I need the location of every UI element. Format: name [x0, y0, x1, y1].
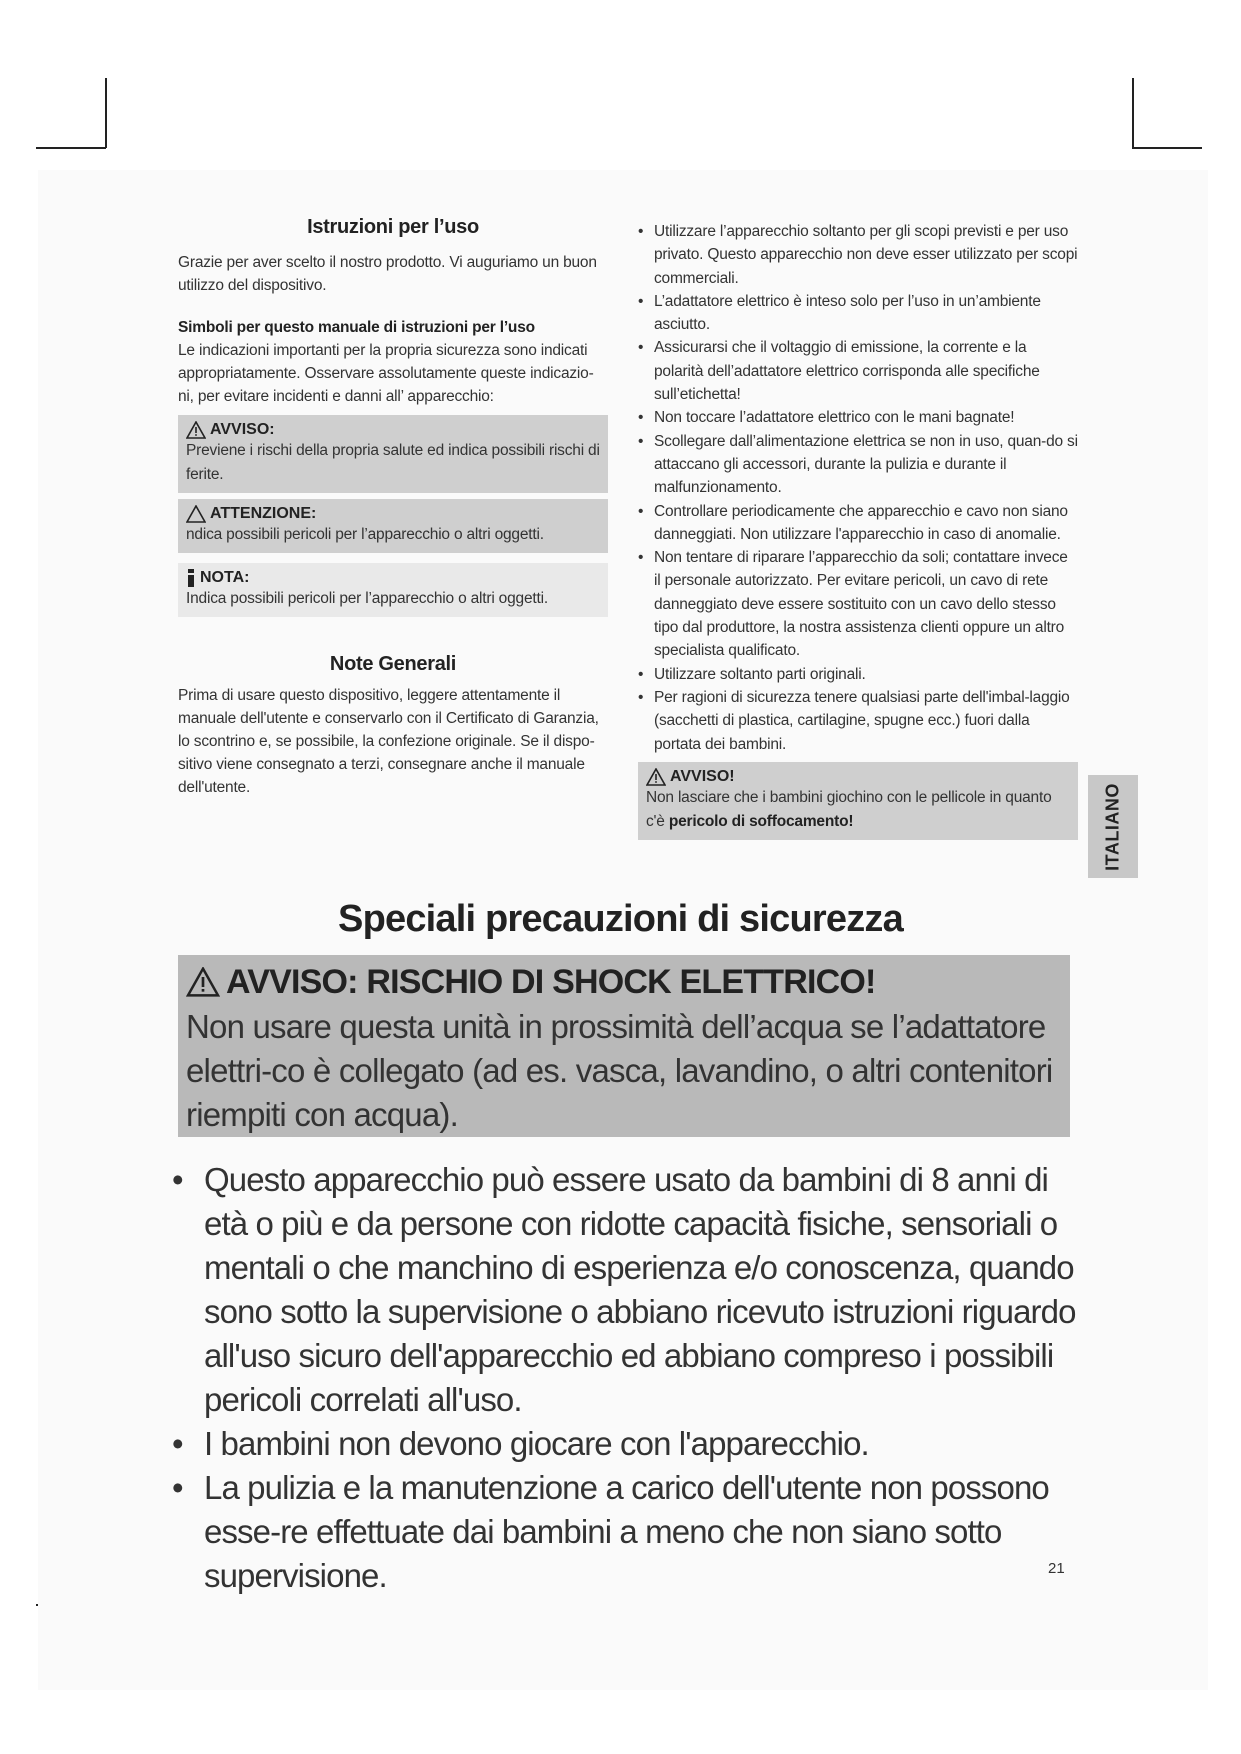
- avviso-box-title: [186, 421, 600, 439]
- warning-icon: [186, 421, 206, 439]
- avviso-text: Previene i rischi della propria salute ed indica possibili rischi di ferite.: [186, 442, 600, 483]
- left-column: [178, 216, 608, 799]
- electric-shock-warning-box: [178, 955, 1070, 1137]
- list-item: • Utilizzare l’apparecchio soltanto per gli scopi previsti e per uso privato. Questo apparecchio non deve esser utilizzato per scopi commerciali.: [638, 220, 1078, 290]
- attenzione-text: ndica possibili pericoli per l’apparecchio o altri oggetti.: [186, 526, 544, 543]
- electric-shock-warning-text: Non usare questa unità in prossimità dell’acqua se l’adattatore elettri-co è collegato (ad es. vasca, lavandino, o altri contenitori riempiti con acqua).: [186, 1008, 1053, 1133]
- section-title-note-generali: Note Generali: [329, 653, 457, 675]
- section-title-istruzioni: Istruzioni per l’uso: [307, 216, 479, 238]
- warning-icon: [186, 505, 206, 523]
- list-item: • Controllare periodicamente che apparecchio e cavo non siano danneggiati. Non utilizzare l'apparecchio in caso di anomalie.: [638, 500, 1078, 547]
- avviso-soffocamento-text: Non lasciare che i bambini giochino con le pellicole in quanto c'è pericolo di soffocamento!: [646, 788, 1052, 830]
- list-item: • L’adattatore elettrico è inteso solo per l’uso in un’ambiente asciutto.: [638, 290, 1078, 337]
- nota-text: Indica possibili pericoli per l’apparecchio o altri oggetti.: [186, 590, 548, 607]
- list-item: • Non toccare l’adattatore elettrico con le mani bagnate!: [638, 406, 1078, 429]
- list-item: • La pulizia e la manutenzione a carico dell'utente non possono esse-re effettuate dai bambini a meno che non siano sotto supervisione.: [172, 1466, 1092, 1598]
- language-tab: [1088, 775, 1138, 878]
- list-item: • I bambini non devono giocare con l'apparecchio.: [172, 1422, 1092, 1466]
- crop-mark: [36, 147, 106, 149]
- list-item: • Utilizzare soltanto parti originali.: [638, 663, 1078, 686]
- nota-label: NOTA:: [200, 569, 250, 586]
- crop-mark: [1132, 147, 1202, 149]
- avviso-label: AVVISO:: [210, 421, 275, 438]
- info-icon: [186, 569, 196, 587]
- safety-list: [638, 220, 1078, 756]
- special-precautions-list: [172, 1158, 1092, 1598]
- crop-mark: [1132, 78, 1134, 148]
- warning-icon: [646, 768, 666, 786]
- language-tab-label: ITALIANO: [1102, 782, 1123, 871]
- warning-icon: [186, 967, 220, 997]
- attenzione-box: [178, 499, 608, 553]
- electric-shock-warning-title: [186, 959, 1060, 1005]
- general-text: Prima di usare questo dispositivo, leggere attentamente il manuale dell'utente e conservarlo con il Certificato di Garanzia, lo scontrino e, se possibile, la confezione originale. Se il dispo-sitivo viene consegnato a terzi, consegnare anche il manuale dell'utente.: [178, 687, 599, 796]
- special-precautions-title: Speciali precauzioni di sicurezza: [338, 898, 903, 940]
- symbols-heading: Simboli per questo manuale di istruzioni per l’uso: [178, 319, 535, 336]
- electric-shock-warning-label: AVVISO: RISCHIO DI SHOCK ELETTRICO!: [226, 963, 876, 1001]
- list-item: • Non tentare di riparare l’apparecchio da soli; contattare invece il personale autorizzato. Per evitare pericoli, un cavo di rete danneggiato deve essere sostituito con un cavo dello stesso tipo dal produttore, la nostra assistenza clienti oppure un altro specialista qualificato.: [638, 546, 1078, 662]
- avviso-soffocamento-title: [646, 768, 1070, 786]
- symbols-text: Le indicazioni importanti per la propria sicurezza sono indicati appropriatamente. Osservare assolutamente queste indicazio-ni, per evitare incidenti e danni all’ apparecchio:: [178, 342, 594, 405]
- avviso-soffocamento-label: AVVISO!: [670, 767, 735, 785]
- page-number: 21: [1048, 1560, 1065, 1577]
- right-column: [638, 220, 1078, 840]
- avviso-soffocamento-box: [638, 762, 1078, 840]
- list-item: • Per ragioni di sicurezza tenere qualsiasi parte dell'imbal-laggio (sacchetti di plastica, cartilagine, spugne ecc.) fuori dalla portata dei bambini.: [638, 686, 1078, 756]
- avviso-box: [178, 415, 608, 493]
- attenzione-box-title: [186, 505, 600, 523]
- list-item: • Scollegare dall’alimentazione elettrica se non in uso, quan-do si attaccano gli accessori, durante la pulizia e durante il malfunzionamento.: [638, 430, 1078, 500]
- list-item: • Assicurarsi che il voltaggio di emissione, la corrente e la polarità dell’adattatore elettrico corrisponda alle specifiche sull’etichetta!: [638, 336, 1078, 406]
- crop-mark: [105, 78, 107, 148]
- nota-box-title: [186, 569, 600, 587]
- attenzione-label: ATTENZIONE:: [210, 505, 317, 522]
- intro-text: Grazie per aver scelto il nostro prodotto. Vi auguriamo un buon utilizzo del dispositivo.: [178, 254, 597, 294]
- nota-box: [178, 563, 608, 617]
- list-item: • Questo apparecchio può essere usato da bambini di 8 anni di età o più e da persone con ridotte capacità fisiche, sensoriali o mentali o che manchino di esperienza e/o conoscenza, quando sono sotto la supervisione o abbiano ricevuto istruzioni riguardo all'uso sicuro dell'apparecchio ed abbiano compreso i possibili pericoli correlati all'uso.: [172, 1158, 1092, 1422]
- choking-warning-bold: pericolo di soffocamento!: [668, 812, 854, 830]
